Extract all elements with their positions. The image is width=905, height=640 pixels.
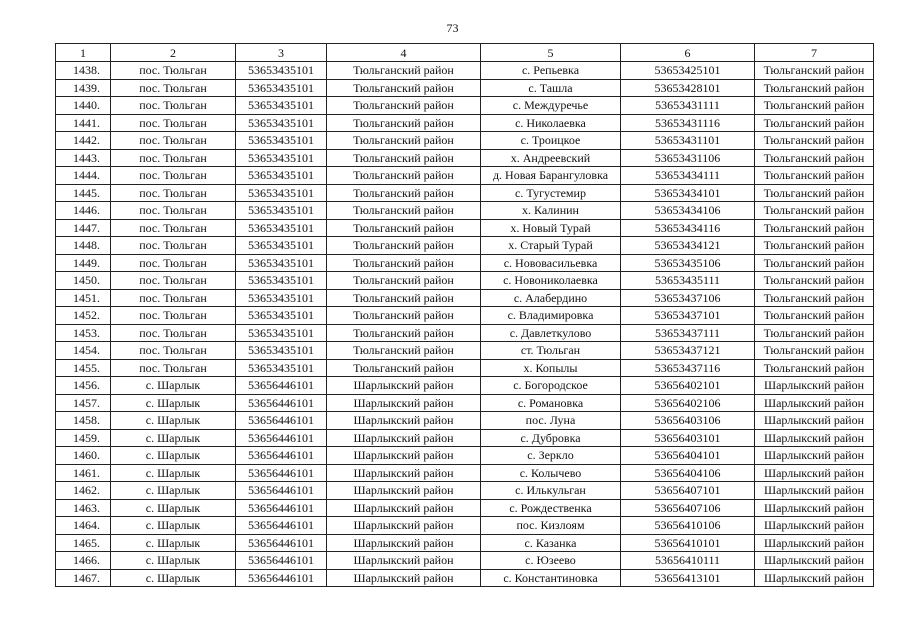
- center-district-cell: Шарлыкский район: [327, 464, 481, 482]
- settlement-cell: с. Романовка: [481, 394, 621, 412]
- settlement-district-cell: Шарлыкский район: [755, 517, 874, 535]
- center-oktmo-cell: 53656446101: [236, 499, 327, 517]
- row-number-cell: 1462.: [56, 482, 111, 500]
- table-row: [56, 517, 874, 535]
- center-district-cell: Шарлыкский район: [327, 412, 481, 430]
- row-number-cell: 1447.: [56, 219, 111, 237]
- settlement-district-cell: Тюльганский район: [755, 237, 874, 255]
- center-district-cell: Тюльганский район: [327, 184, 481, 202]
- settlement-cell: с. Давлеткулово: [481, 324, 621, 342]
- settlement-oktmo-cell: 53653434121: [621, 237, 755, 255]
- row-number-cell: 1466.: [56, 552, 111, 570]
- center-oktmo-cell: 53653435101: [236, 202, 327, 220]
- settlement-district-cell: Тюльганский район: [755, 149, 874, 167]
- table-body: [56, 62, 874, 587]
- table-row: [56, 149, 874, 167]
- row-number-cell: 1446.: [56, 202, 111, 220]
- settlement-cell: с. Илькульган: [481, 482, 621, 500]
- row-number-cell: 1439.: [56, 79, 111, 97]
- settlement-oktmo-cell: 53653437106: [621, 289, 755, 307]
- center-district-cell: Шарлыкский район: [327, 394, 481, 412]
- settlement-cell: ст. Тюльган: [481, 342, 621, 360]
- settlement-oktmo-cell: 53656413101: [621, 569, 755, 587]
- settlement-oktmo-cell: 53653434101: [621, 184, 755, 202]
- settlement-cell: с. Николаевка: [481, 114, 621, 132]
- settlement-cell: с. Зеркло: [481, 447, 621, 465]
- table-row: [56, 167, 874, 185]
- table-row: [56, 464, 874, 482]
- table-row: [56, 359, 874, 377]
- column-number-7: 7: [755, 44, 874, 62]
- settlement-district-cell: Тюльганский район: [755, 132, 874, 150]
- center-district-cell: Тюльганский район: [327, 132, 481, 150]
- settlement-district-cell: Тюльганский район: [755, 114, 874, 132]
- settlement-district-cell: Тюльганский район: [755, 272, 874, 290]
- settlement-oktmo-cell: 53653437116: [621, 359, 755, 377]
- center-district-cell: Тюльганский район: [327, 62, 481, 80]
- center-settlement-cell: пос. Тюльган: [111, 97, 236, 115]
- row-number-cell: 1456.: [56, 377, 111, 395]
- center-oktmo-cell: 53653435101: [236, 97, 327, 115]
- center-settlement-cell: с. Шарлык: [111, 429, 236, 447]
- settlement-cell: с. Юзеево: [481, 552, 621, 570]
- settlements-table: [55, 43, 874, 587]
- center-oktmo-cell: 53656446101: [236, 534, 327, 552]
- center-settlement-cell: с. Шарлык: [111, 412, 236, 430]
- settlement-district-cell: Тюльганский район: [755, 184, 874, 202]
- center-settlement-cell: с. Шарлык: [111, 499, 236, 517]
- settlement-oktmo-cell: 53653434116: [621, 219, 755, 237]
- settlement-cell: с. Троицкое: [481, 132, 621, 150]
- center-settlement-cell: с. Шарлык: [111, 517, 236, 535]
- center-settlement-cell: пос. Тюльган: [111, 202, 236, 220]
- center-oktmo-cell: 53656446101: [236, 552, 327, 570]
- center-oktmo-cell: 53656446101: [236, 517, 327, 535]
- center-district-cell: Шарлыкский район: [327, 517, 481, 535]
- settlement-district-cell: Тюльганский район: [755, 342, 874, 360]
- settlement-oktmo-cell: 53656410101: [621, 534, 755, 552]
- column-number-1: 1: [56, 44, 111, 62]
- center-district-cell: Шарлыкский район: [327, 429, 481, 447]
- settlement-oktmo-cell: 53653431106: [621, 149, 755, 167]
- center-settlement-cell: пос. Тюльган: [111, 289, 236, 307]
- settlement-district-cell: Шарлыкский район: [755, 447, 874, 465]
- center-district-cell: Тюльганский район: [327, 307, 481, 325]
- center-settlement-cell: пос. Тюльган: [111, 272, 236, 290]
- settlement-cell: с. Репьевка: [481, 62, 621, 80]
- table-row: [56, 342, 874, 360]
- column-number-row: [56, 44, 874, 62]
- table-row: [56, 62, 874, 80]
- center-settlement-cell: пос. Тюльган: [111, 167, 236, 185]
- settlement-cell: х. Новый Турай: [481, 219, 621, 237]
- center-district-cell: Тюльганский район: [327, 219, 481, 237]
- center-oktmo-cell: 53653435101: [236, 184, 327, 202]
- center-settlement-cell: с. Шарлык: [111, 534, 236, 552]
- center-district-cell: Тюльганский район: [327, 79, 481, 97]
- settlement-district-cell: Тюльганский район: [755, 62, 874, 80]
- settlement-oktmo-cell: 53653425101: [621, 62, 755, 80]
- settlement-oktmo-cell: 53653434106: [621, 202, 755, 220]
- table-row: [56, 499, 874, 517]
- table-row: [56, 237, 874, 255]
- table-row: [56, 429, 874, 447]
- settlement-cell: х. Копылы: [481, 359, 621, 377]
- settlement-oktmo-cell: 53653431101: [621, 132, 755, 150]
- center-settlement-cell: с. Шарлык: [111, 377, 236, 395]
- column-number-6: 6: [621, 44, 755, 62]
- table-row: [56, 377, 874, 395]
- settlement-district-cell: Тюльганский район: [755, 359, 874, 377]
- center-district-cell: Тюльганский район: [327, 237, 481, 255]
- settlement-oktmo-cell: 53656404106: [621, 464, 755, 482]
- center-district-cell: Шарлыкский район: [327, 447, 481, 465]
- center-district-cell: Тюльганский район: [327, 167, 481, 185]
- center-oktmo-cell: 53653435101: [236, 62, 327, 80]
- table-row: [56, 114, 874, 132]
- table-row: [56, 569, 874, 587]
- row-number-cell: 1459.: [56, 429, 111, 447]
- settlement-cell: с. Колычево: [481, 464, 621, 482]
- column-number-2: 2: [111, 44, 236, 62]
- center-oktmo-cell: 53656446101: [236, 447, 327, 465]
- center-oktmo-cell: 53653435101: [236, 324, 327, 342]
- settlement-cell: х. Старый Турай: [481, 237, 621, 255]
- row-number-cell: 1440.: [56, 97, 111, 115]
- settlement-cell: пос. Кизлоям: [481, 517, 621, 535]
- settlement-district-cell: Шарлыкский район: [755, 377, 874, 395]
- row-number-cell: 1449.: [56, 254, 111, 272]
- center-district-cell: Тюльганский район: [327, 149, 481, 167]
- settlement-district-cell: Шарлыкский район: [755, 552, 874, 570]
- center-settlement-cell: с. Шарлык: [111, 552, 236, 570]
- row-number-cell: 1460.: [56, 447, 111, 465]
- center-oktmo-cell: 53656446101: [236, 569, 327, 587]
- settlement-district-cell: Тюльганский район: [755, 219, 874, 237]
- center-oktmo-cell: 53653435101: [236, 114, 327, 132]
- center-district-cell: Тюльганский район: [327, 342, 481, 360]
- settlement-district-cell: Шарлыкский район: [755, 499, 874, 517]
- row-number-cell: 1455.: [56, 359, 111, 377]
- row-number-cell: 1461.: [56, 464, 111, 482]
- center-oktmo-cell: 53653435101: [236, 307, 327, 325]
- center-settlement-cell: пос. Тюльган: [111, 237, 236, 255]
- column-number-5: 5: [481, 44, 621, 62]
- table-row: [56, 254, 874, 272]
- table-row: [56, 132, 874, 150]
- center-settlement-cell: пос. Тюльган: [111, 149, 236, 167]
- settlement-cell: с. Рождественка: [481, 499, 621, 517]
- settlement-oktmo-cell: 53653431116: [621, 114, 755, 132]
- center-oktmo-cell: 53653435101: [236, 272, 327, 290]
- table-row: [56, 394, 874, 412]
- center-district-cell: Тюльганский район: [327, 324, 481, 342]
- row-number-cell: 1467.: [56, 569, 111, 587]
- row-number-cell: 1445.: [56, 184, 111, 202]
- settlement-cell: пос. Луна: [481, 412, 621, 430]
- row-number-cell: 1441.: [56, 114, 111, 132]
- settlement-oktmo-cell: 53656402101: [621, 377, 755, 395]
- settlement-district-cell: Шарлыкский район: [755, 394, 874, 412]
- settlement-district-cell: Тюльганский район: [755, 79, 874, 97]
- settlement-district-cell: Шарлыкский район: [755, 534, 874, 552]
- settlement-oktmo-cell: 53653431111: [621, 97, 755, 115]
- center-oktmo-cell: 53656446101: [236, 412, 327, 430]
- settlement-district-cell: Шарлыкский район: [755, 429, 874, 447]
- center-district-cell: Шарлыкский район: [327, 569, 481, 587]
- center-oktmo-cell: 53653435101: [236, 254, 327, 272]
- center-oktmo-cell: 53653435101: [236, 289, 327, 307]
- row-number-cell: 1452.: [56, 307, 111, 325]
- center-oktmo-cell: 53653435101: [236, 167, 327, 185]
- table-row: [56, 184, 874, 202]
- row-number-cell: 1454.: [56, 342, 111, 360]
- table-row: [56, 219, 874, 237]
- settlement-oktmo-cell: 53653434111: [621, 167, 755, 185]
- page-number: 73: [446, 21, 459, 35]
- settlement-cell: с. Константиновка: [481, 569, 621, 587]
- settlement-oktmo-cell: 53656404101: [621, 447, 755, 465]
- center-district-cell: Шарлыкский район: [327, 499, 481, 517]
- table-row: [56, 79, 874, 97]
- center-district-cell: Шарлыкский район: [327, 377, 481, 395]
- settlement-district-cell: Тюльганский район: [755, 289, 874, 307]
- column-number-3: 3: [236, 44, 327, 62]
- settlement-district-cell: Тюльганский район: [755, 97, 874, 115]
- settlement-district-cell: Шарлыкский район: [755, 412, 874, 430]
- settlement-district-cell: Тюльганский район: [755, 167, 874, 185]
- center-settlement-cell: пос. Тюльган: [111, 219, 236, 237]
- settlement-oktmo-cell: 53656402106: [621, 394, 755, 412]
- table-row: [56, 482, 874, 500]
- settlement-district-cell: Тюльганский район: [755, 307, 874, 325]
- center-oktmo-cell: 53653435101: [236, 237, 327, 255]
- settlement-oktmo-cell: 53656403106: [621, 412, 755, 430]
- settlement-oktmo-cell: 53656407101: [621, 482, 755, 500]
- center-settlement-cell: пос. Тюльган: [111, 324, 236, 342]
- column-number-4: 4: [327, 44, 481, 62]
- center-oktmo-cell: 53653435101: [236, 79, 327, 97]
- center-oktmo-cell: 53653435101: [236, 149, 327, 167]
- settlement-cell: с. Ташла: [481, 79, 621, 97]
- center-district-cell: Тюльганский район: [327, 272, 481, 290]
- center-settlement-cell: пос. Тюльган: [111, 359, 236, 377]
- settlement-cell: с. Владимировка: [481, 307, 621, 325]
- center-oktmo-cell: 53656446101: [236, 482, 327, 500]
- center-settlement-cell: пос. Тюльган: [111, 132, 236, 150]
- table-row: [56, 552, 874, 570]
- center-settlement-cell: с. Шарлык: [111, 447, 236, 465]
- table-row: [56, 412, 874, 430]
- center-district-cell: Тюльганский район: [327, 254, 481, 272]
- center-oktmo-cell: 53656446101: [236, 429, 327, 447]
- row-number-cell: 1453.: [56, 324, 111, 342]
- settlement-oktmo-cell: 53656403101: [621, 429, 755, 447]
- settlement-cell: с. Новониколаевка: [481, 272, 621, 290]
- center-district-cell: Тюльганский район: [327, 114, 481, 132]
- center-settlement-cell: пос. Тюльган: [111, 307, 236, 325]
- settlement-oktmo-cell: 53653437101: [621, 307, 755, 325]
- row-number-cell: 1464.: [56, 517, 111, 535]
- settlement-cell: х. Андреевский: [481, 149, 621, 167]
- center-settlement-cell: пос. Тюльган: [111, 79, 236, 97]
- settlement-district-cell: Шарлыкский район: [755, 482, 874, 500]
- settlement-oktmo-cell: 53653428101: [621, 79, 755, 97]
- table-row: [56, 272, 874, 290]
- row-number-cell: 1443.: [56, 149, 111, 167]
- settlement-cell: с. Дубровка: [481, 429, 621, 447]
- settlement-district-cell: Шарлыкский район: [755, 569, 874, 587]
- center-oktmo-cell: 53656446101: [236, 464, 327, 482]
- table-row: [56, 289, 874, 307]
- settlement-oktmo-cell: 53653435106: [621, 254, 755, 272]
- settlement-oktmo-cell: 53653435111: [621, 272, 755, 290]
- center-district-cell: Шарлыкский район: [327, 534, 481, 552]
- row-number-cell: 1458.: [56, 412, 111, 430]
- table-row: [56, 447, 874, 465]
- settlement-cell: с. Междуречье: [481, 97, 621, 115]
- settlement-district-cell: Тюльганский район: [755, 202, 874, 220]
- settlement-cell: с. Казанка: [481, 534, 621, 552]
- row-number-cell: 1450.: [56, 272, 111, 290]
- settlement-district-cell: Тюльганский район: [755, 254, 874, 272]
- center-settlement-cell: с. Шарлык: [111, 569, 236, 587]
- center-district-cell: Шарлыкский район: [327, 482, 481, 500]
- settlement-cell: с. Богородское: [481, 377, 621, 395]
- center-settlement-cell: с. Шарлык: [111, 482, 236, 500]
- row-number-cell: 1465.: [56, 534, 111, 552]
- settlement-cell: с. Тугустемир: [481, 184, 621, 202]
- center-settlement-cell: пос. Тюльган: [111, 114, 236, 132]
- settlement-oktmo-cell: 53656410106: [621, 517, 755, 535]
- table-row: [56, 97, 874, 115]
- settlement-oktmo-cell: 53653437121: [621, 342, 755, 360]
- center-settlement-cell: пос. Тюльган: [111, 342, 236, 360]
- center-district-cell: Тюльганский район: [327, 202, 481, 220]
- center-oktmo-cell: 53653435101: [236, 359, 327, 377]
- settlement-oktmo-cell: 53653437111: [621, 324, 755, 342]
- settlement-cell: с. Нововасильевка: [481, 254, 621, 272]
- center-settlement-cell: пос. Тюльган: [111, 62, 236, 80]
- row-number-cell: 1448.: [56, 237, 111, 255]
- center-district-cell: Шарлыкский район: [327, 552, 481, 570]
- table-row: [56, 324, 874, 342]
- table-row: [56, 307, 874, 325]
- row-number-cell: 1444.: [56, 167, 111, 185]
- center-district-cell: Тюльганский район: [327, 359, 481, 377]
- settlement-oktmo-cell: 53656410111: [621, 552, 755, 570]
- center-district-cell: Тюльганский район: [327, 97, 481, 115]
- settlement-oktmo-cell: 53656407106: [621, 499, 755, 517]
- center-settlement-cell: с. Шарлык: [111, 394, 236, 412]
- table-row: [56, 534, 874, 552]
- row-number-cell: 1457.: [56, 394, 111, 412]
- center-settlement-cell: пос. Тюльган: [111, 254, 236, 272]
- row-number-cell: 1438.: [56, 62, 111, 80]
- center-settlement-cell: с. Шарлык: [111, 464, 236, 482]
- center-oktmo-cell: 53653435101: [236, 132, 327, 150]
- center-oktmo-cell: 53656446101: [236, 377, 327, 395]
- settlement-cell: с. Алабердино: [481, 289, 621, 307]
- center-district-cell: Тюльганский район: [327, 289, 481, 307]
- settlement-cell: д. Новая Барангуловка: [481, 167, 621, 185]
- settlement-cell: х. Калинин: [481, 202, 621, 220]
- row-number-cell: 1442.: [56, 132, 111, 150]
- row-number-cell: 1451.: [56, 289, 111, 307]
- settlement-district-cell: Тюльганский район: [755, 324, 874, 342]
- center-oktmo-cell: 53656446101: [236, 394, 327, 412]
- settlement-district-cell: Шарлыкский район: [755, 464, 874, 482]
- center-oktmo-cell: 53653435101: [236, 219, 327, 237]
- center-oktmo-cell: 53653435101: [236, 342, 327, 360]
- row-number-cell: 1463.: [56, 499, 111, 517]
- table-row: [56, 202, 874, 220]
- center-settlement-cell: пос. Тюльган: [111, 184, 236, 202]
